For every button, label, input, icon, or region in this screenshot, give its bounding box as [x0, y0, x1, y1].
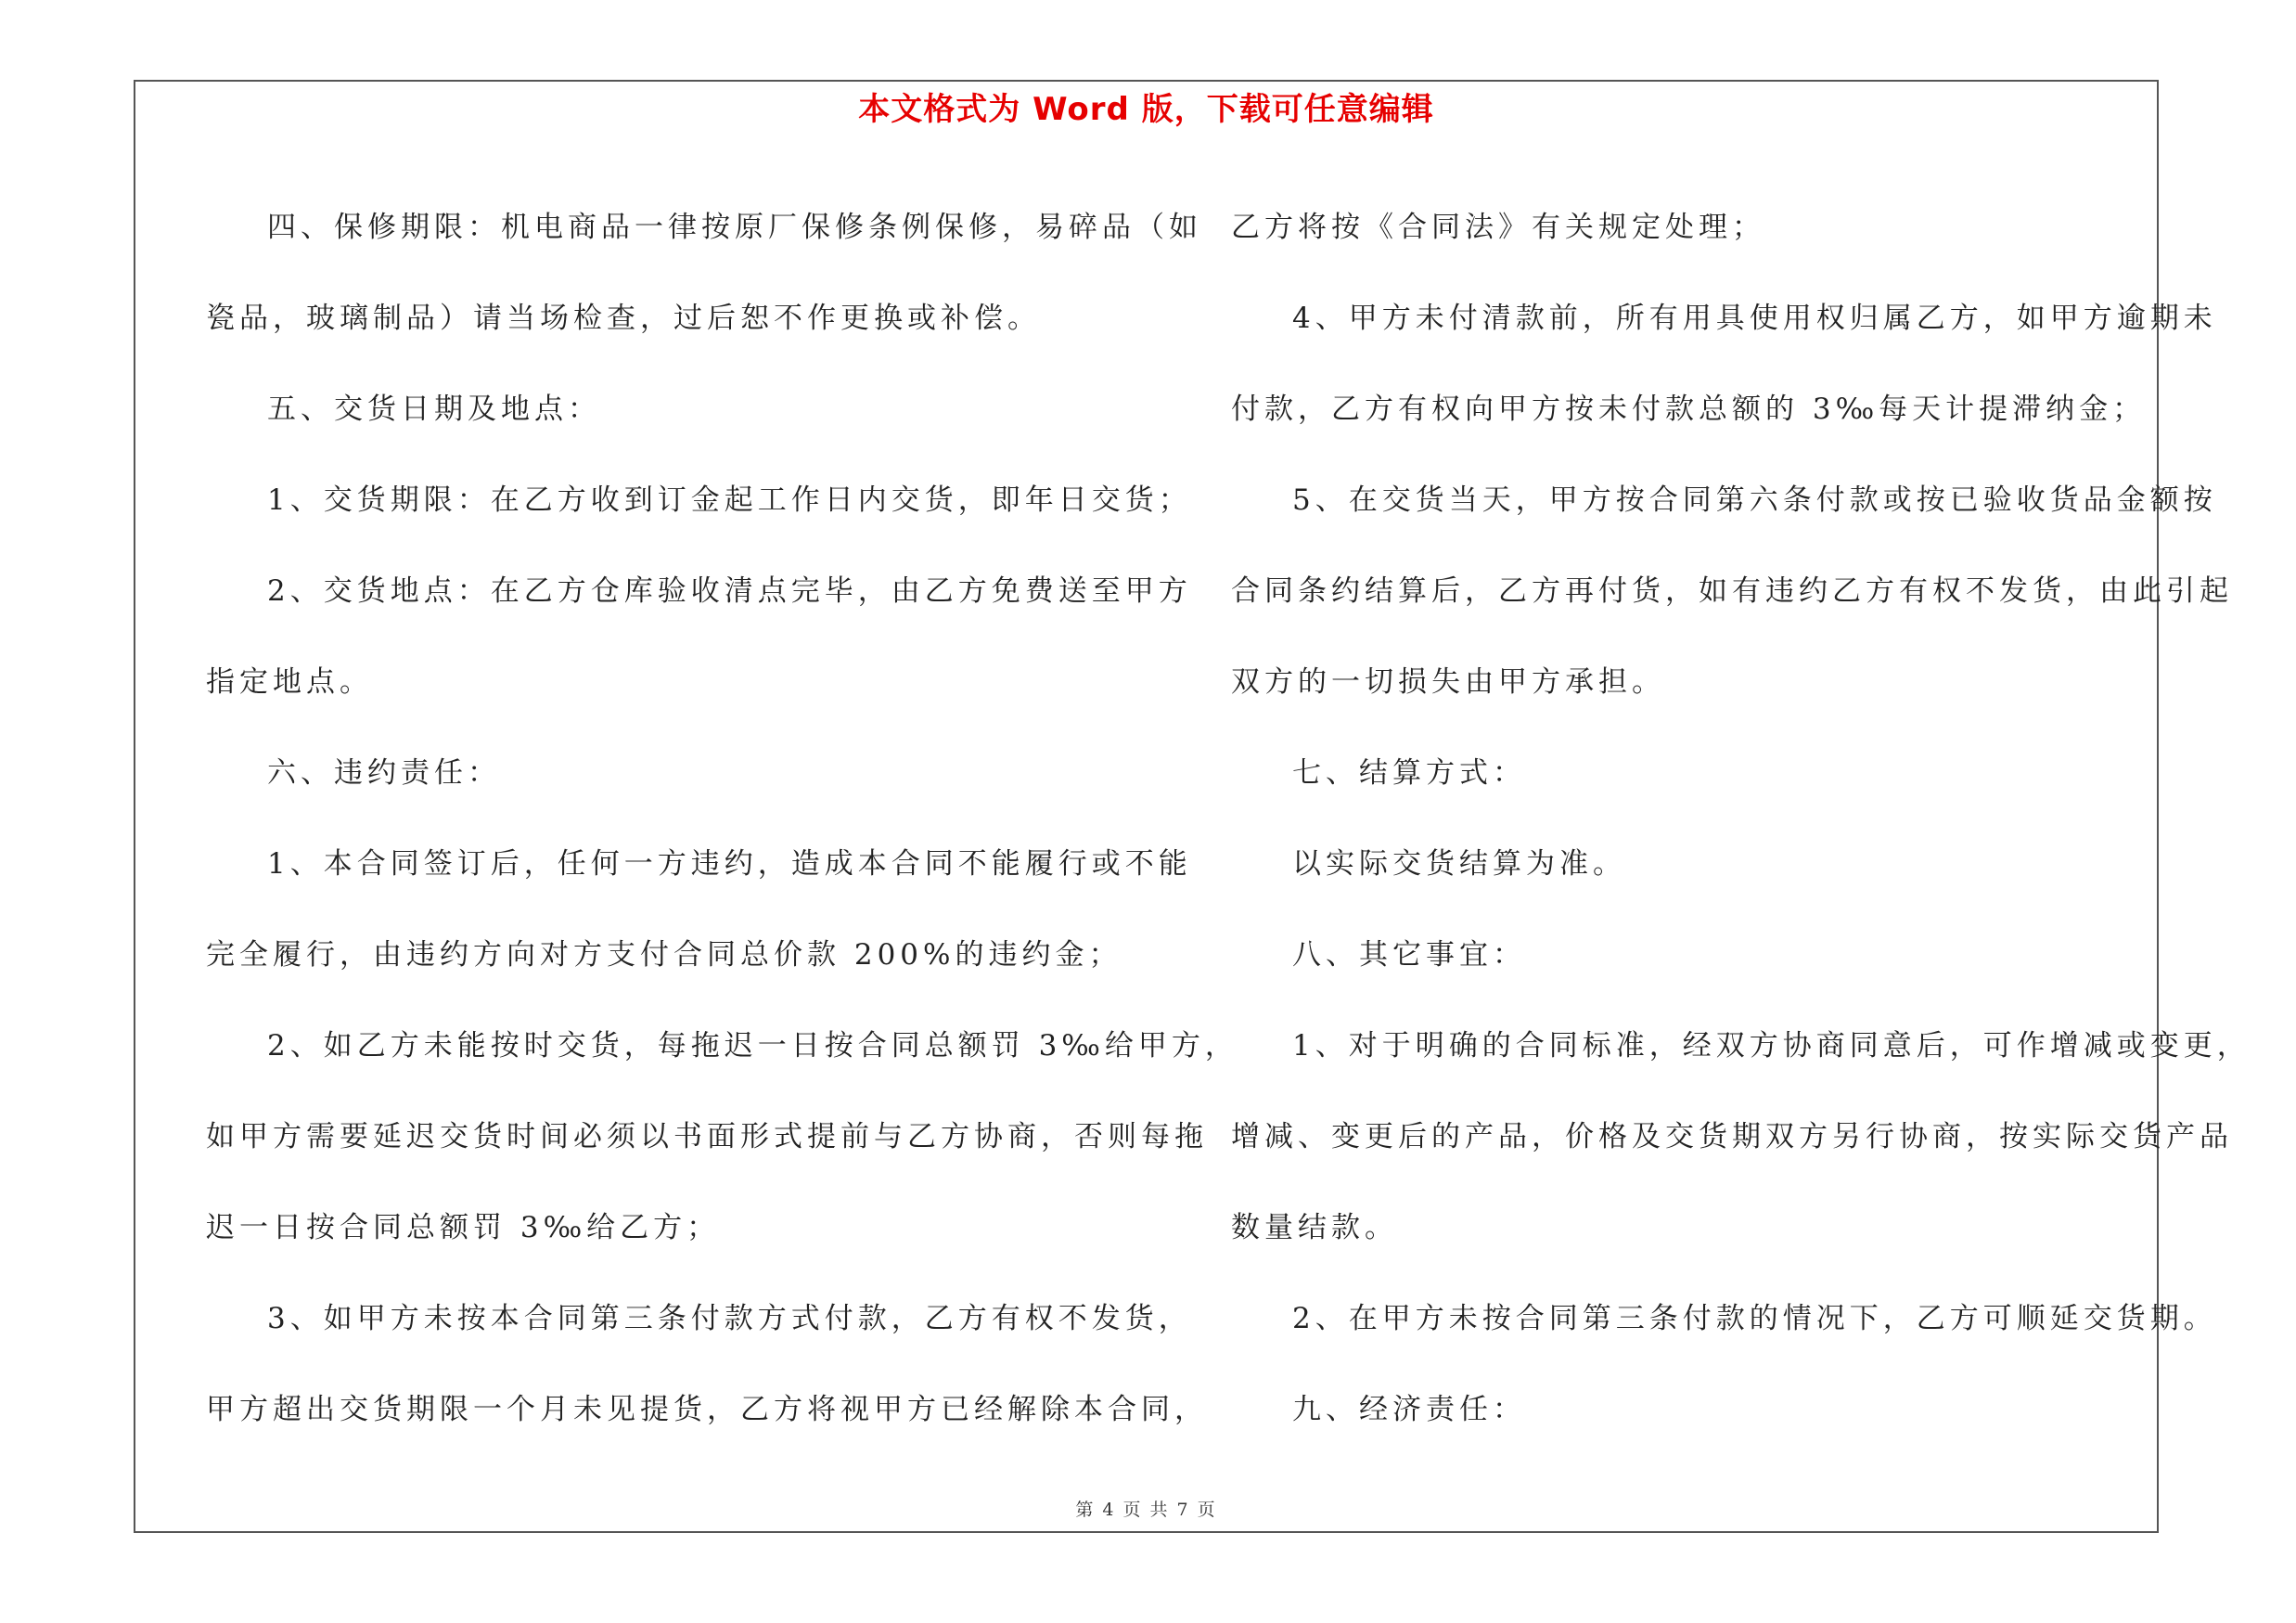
paragraph-line: 2、交货地点：在乙方仓库验收清点完毕，由乙方免费送至甲方: [267, 574, 1192, 608]
page-number-footer: 第 4 页 共 7 页: [1075, 1500, 1217, 1520]
paragraph-line: 四、保修期限：机电商品一律按原厂保修条例保修，易碎品（如: [267, 211, 1202, 244]
paragraph-line: 2、如乙方未能按时交货，每拖迟一日按合同总额罚 3‰给甲方，: [267, 1029, 1238, 1063]
paragraph-line: 1、本合同签订后，任何一方违约，造成本合同不能履行或不能: [267, 847, 1192, 881]
paragraph-line: 如甲方需要延迟交货时间必须以书面形式提前与乙方协商，否则每拖: [206, 1120, 1208, 1153]
paragraph-line: 七、结算方式：: [1292, 756, 1526, 790]
paragraph-line: 甲方超出交货期限一个月未见提货，乙方将视甲方已经解除本合同，: [206, 1393, 1208, 1426]
paragraph-line: 增减、变更后的产品，价格及交货期双方另行协商，按实际交货产品: [1231, 1120, 2233, 1153]
paragraph-line: 瓷品，玻璃制品）请当场检查，过后恕不作更换或补偿。: [206, 302, 1041, 335]
paragraph-line: 付款，乙方有权向甲方按未付款总额的 3‰每天计提滞纳金；: [1231, 393, 2147, 426]
right-text-column: [1231, 182, 2251, 1455]
paragraph-line: 九、经济责任：: [1292, 1393, 1526, 1426]
paragraph-line: 迟一日按合同总额罚 3‰给乙方；: [206, 1211, 721, 1244]
paragraph-line: 2、在甲方未按合同第三条付款的情况下，乙方可顺延交货期。: [1292, 1302, 2217, 1335]
paragraph-line: 乙方将按《合同法》有关规定处理；: [1231, 211, 1765, 244]
paragraph-line: 指定地点。: [206, 665, 373, 699]
paragraph-line: 1、对于明确的合同标准，经双方协商同意后，可作增减或变更，: [1292, 1029, 2251, 1063]
paragraph-line: 六、违约责任：: [267, 756, 501, 790]
paragraph-line: 1、交货期限：在乙方收到订金起工作日内交货，即年日交货；: [267, 483, 1192, 517]
paragraph-line: 3、如甲方未按本合同第三条付款方式付款，乙方有权不发货，: [267, 1302, 1192, 1335]
paragraph-line: 以实际交货结算为准。: [1292, 847, 1626, 881]
paragraph-line: 完全履行，由违约方向对方支付合同总价款 200%的违约金；: [206, 938, 1122, 972]
paragraph-line: 五、交货日期及地点：: [267, 393, 601, 426]
paragraph-line: 八、其它事宜：: [1292, 938, 1526, 972]
paragraph-line: 4、甲方未付清款前，所有用具使用权归属乙方，如甲方逾期未: [1292, 302, 2217, 335]
word-format-notice: 本文格式为 Word 版，下载可任意编辑: [858, 91, 1434, 128]
paragraph-line: 数量结款。: [1231, 1211, 1398, 1244]
paragraph-line: 双方的一切损失由甲方承担。: [1231, 665, 1665, 699]
paragraph-line: 5、在交货当天，甲方按合同第六条付款或按已验收货品金额按: [1292, 483, 2217, 517]
paragraph-line: 合同条约结算后，乙方再付货，如有违约乙方有权不发货，由此引起: [1231, 574, 2233, 608]
left-text-column: [206, 182, 1238, 1455]
